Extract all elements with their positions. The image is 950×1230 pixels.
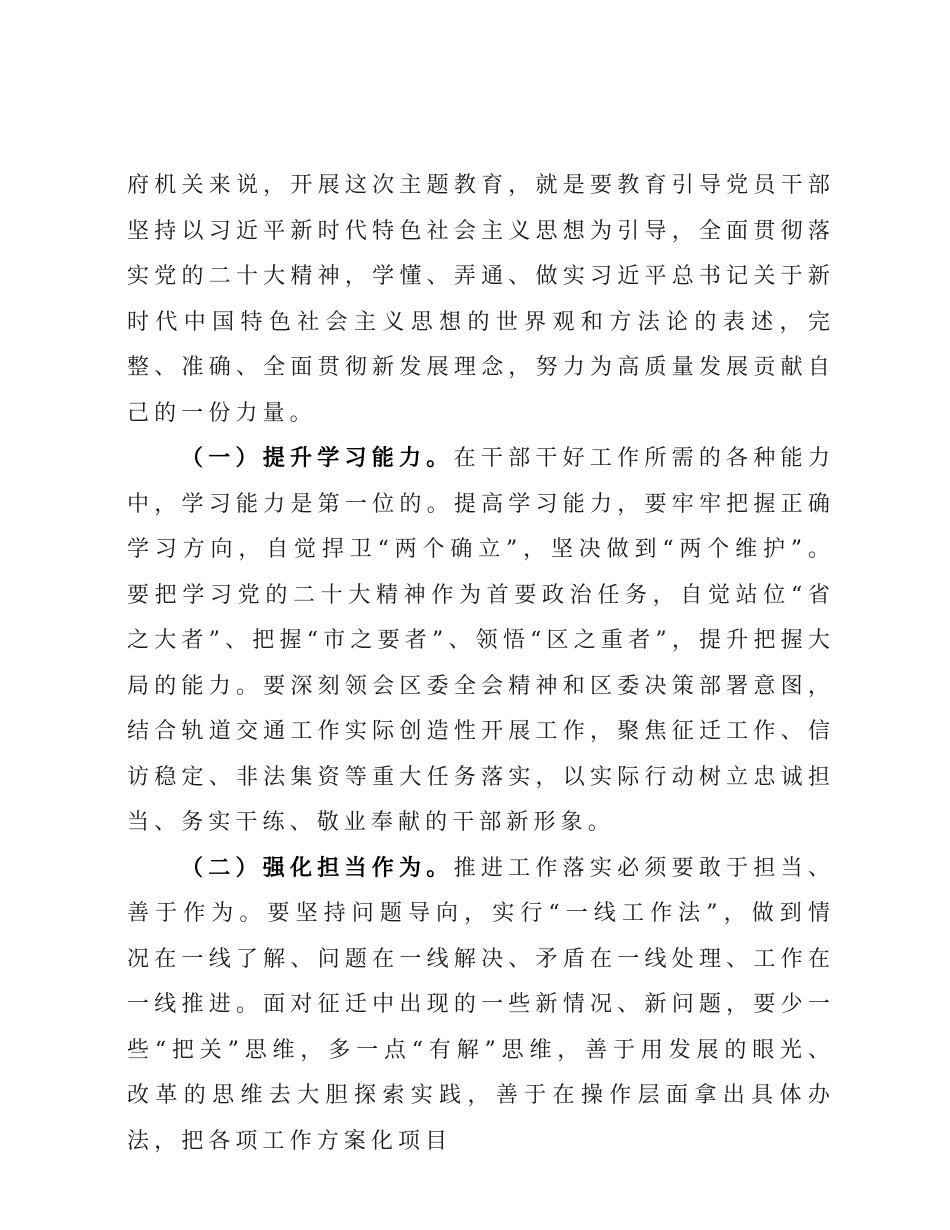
section-heading-responsibility: （二）强化担当作为。 (181, 854, 454, 881)
section-heading-learning: （一）提升学习能力。 (181, 445, 454, 471)
paragraph-learning-ability (127, 436, 835, 846)
paragraph-text: 推进工作落实必须要敢于担当、善于作为。要坚持问题导向，实行“一线工作法”，做到情况在一线了解、问题在一线解决、矛盾在一线处理、工作在一线推进。面对征迁中出现的一些新情况、新问题，要少一些“把关”思维，多一点“有解”思维，善于用发展的眼光、改革的思维去大胆探索实践，善于在操作层面拿出具体办法，把各项工作方案化项目 (127, 855, 835, 1154)
paragraph-text: 府机关来说，开展这次主题教育，就是要教育引导党员干部坚持以习近平新时代特色社会主义思想为引导，全面贯彻落实党的二十大精神，学懂、弄通、做实习近平总书记关于新时代中国特色社会主义思想的世界观和方法论的表述，完整、准确、全面贯彻新发展理念，努力为高质量发展贡献自己的一份力量。 (127, 173, 835, 426)
document-body (127, 163, 835, 1164)
paragraph-responsibility (127, 846, 835, 1165)
paragraph-continuation (127, 163, 835, 436)
paragraph-text: 在干部干好工作所需的各种能力中，学习能力是第一位的。提高学习能力，要牢牢把握正确学习方向，自觉捍卫“两个确立”，坚决做到“两个维护”。要把学习党的二十大精神作为首要政治任务，自觉站位“省之大者”、把握“市之要者”、领悟“区之重者”，提升把握大局的能力。要深刻领会区委全会精神和区委决策部署意图，结合轨道交通工作实际创造性开展工作，聚焦征迁工作、信访稳定、非法集资等重大任务落实，以实际行动树立忠诚担当、务实干练、敬业奉献的干部新形象。 (127, 446, 835, 835)
